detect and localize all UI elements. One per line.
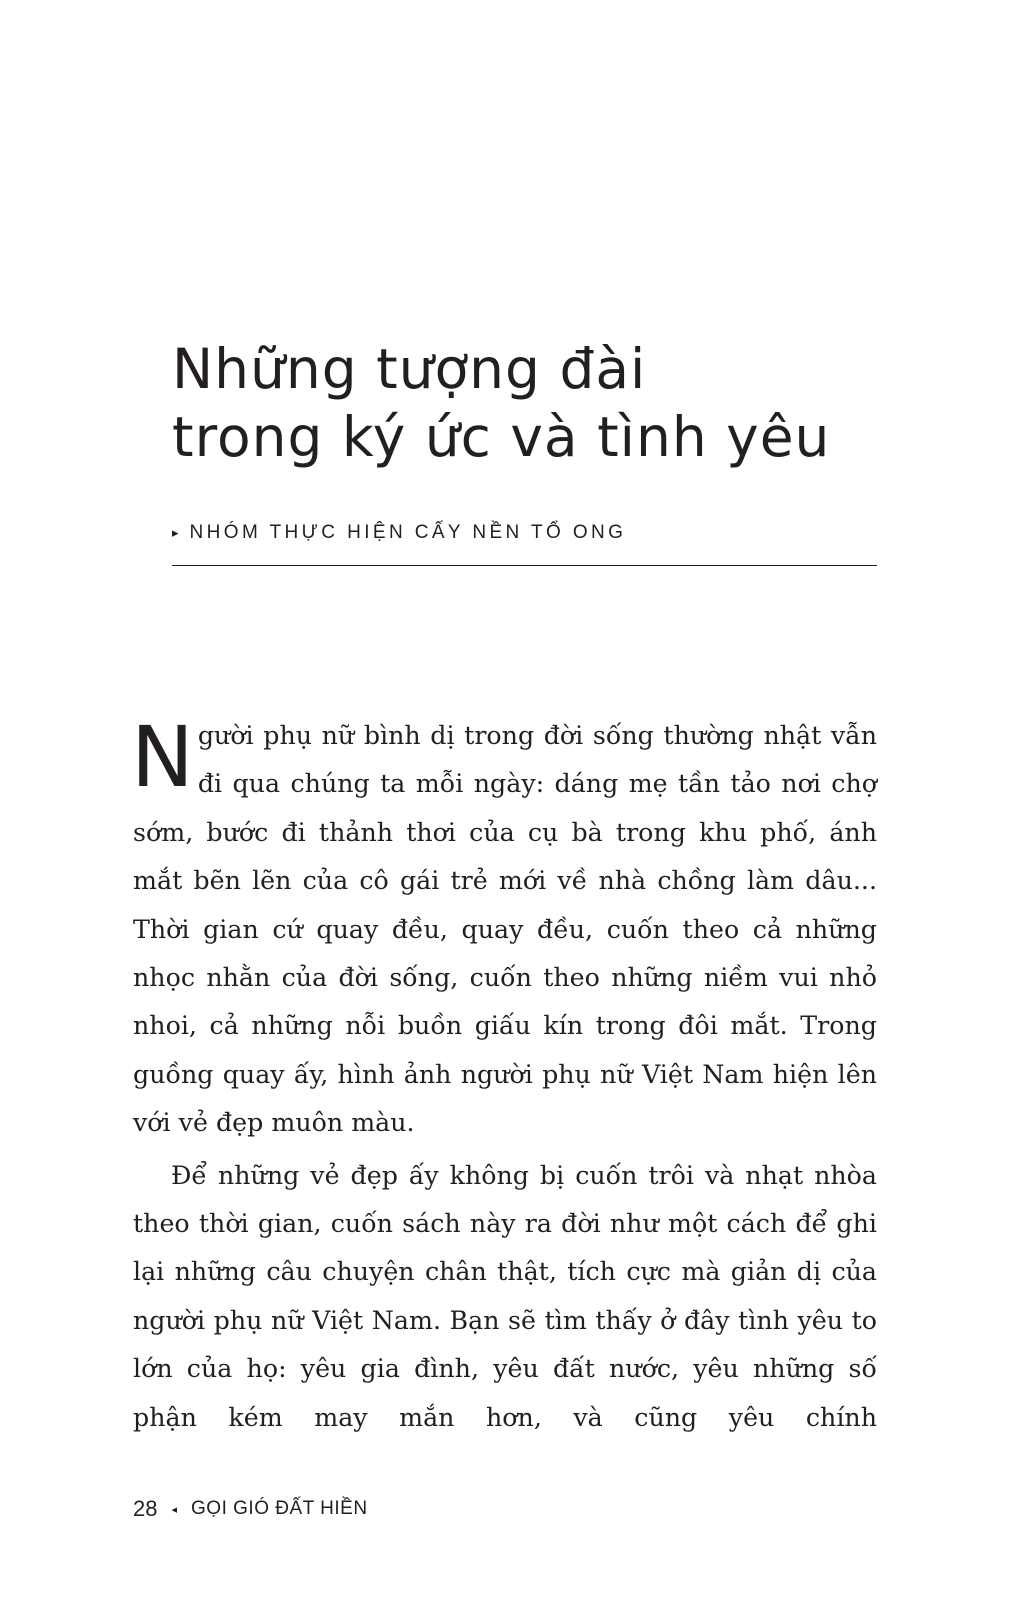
page-footer [133,1496,368,1522]
chapter-title-line-2: trong ký ức và tình yêu [172,405,831,469]
paragraph-2 [133,1152,877,1442]
triangle-marker-icon: ▸ [172,525,179,540]
paragraph-1 [131,708,877,1148]
drop-cap: N [131,708,194,806]
chapter-title-line-1: Những tượng đài [172,337,647,401]
chapter-title [172,335,892,471]
paragraph-2-text: Để những vẻ đẹp ấy không bị cuốn trôi và nhạt nhòa theo thời gian, cuốn sách này ra đời như một cách để ghi lại những câu chuyện chân thật, tích cực mà giản dị của người phụ nữ Việt Nam. Bạn sẽ tìm thấy ở đây tình yêu to lớn của họ: yêu gia đình, yêu đất nước, yêu những số phận kém may mắn hơn, và cũng yêu chính [133,1160,877,1432]
left-triangle-icon: ◂ [171,1503,178,1516]
paragraph-1-text: gười phụ nữ bình dị trong đời sống thường nhật vẫn đi qua chúng ta mỗi ngày: dáng mẹ tần tảo nơi chợ sớm, bước đi thảnh thơi của cụ bà trong khu phố, ánh mắt bẽn lẽn của cô gái trẻ mới về nhà chồng làm dâu... Thời gian cứ quay đều, quay đều, cuốn theo cả những nhọc nhằn của đời sống, cuốn theo những niềm vui nhỏ nhoi, cả những nỗi buồn giấu kín trong đôi mắt. Trong guồng quay ấy, hình ảnh người phụ nữ Việt Nam hiện lên với vẻ đẹp muôn màu. [133,721,877,1138]
author-label: NHÓM THỰC HIỆN CẤY NỀN TỔ ONG [189,522,627,543]
chapter-author [172,522,626,544]
title-divider [172,565,877,566]
body-text [131,708,877,1442]
running-book-title: GỌI GIÓ ĐẤT HIỀN [191,1498,368,1519]
page-number: 28 [133,1496,158,1521]
